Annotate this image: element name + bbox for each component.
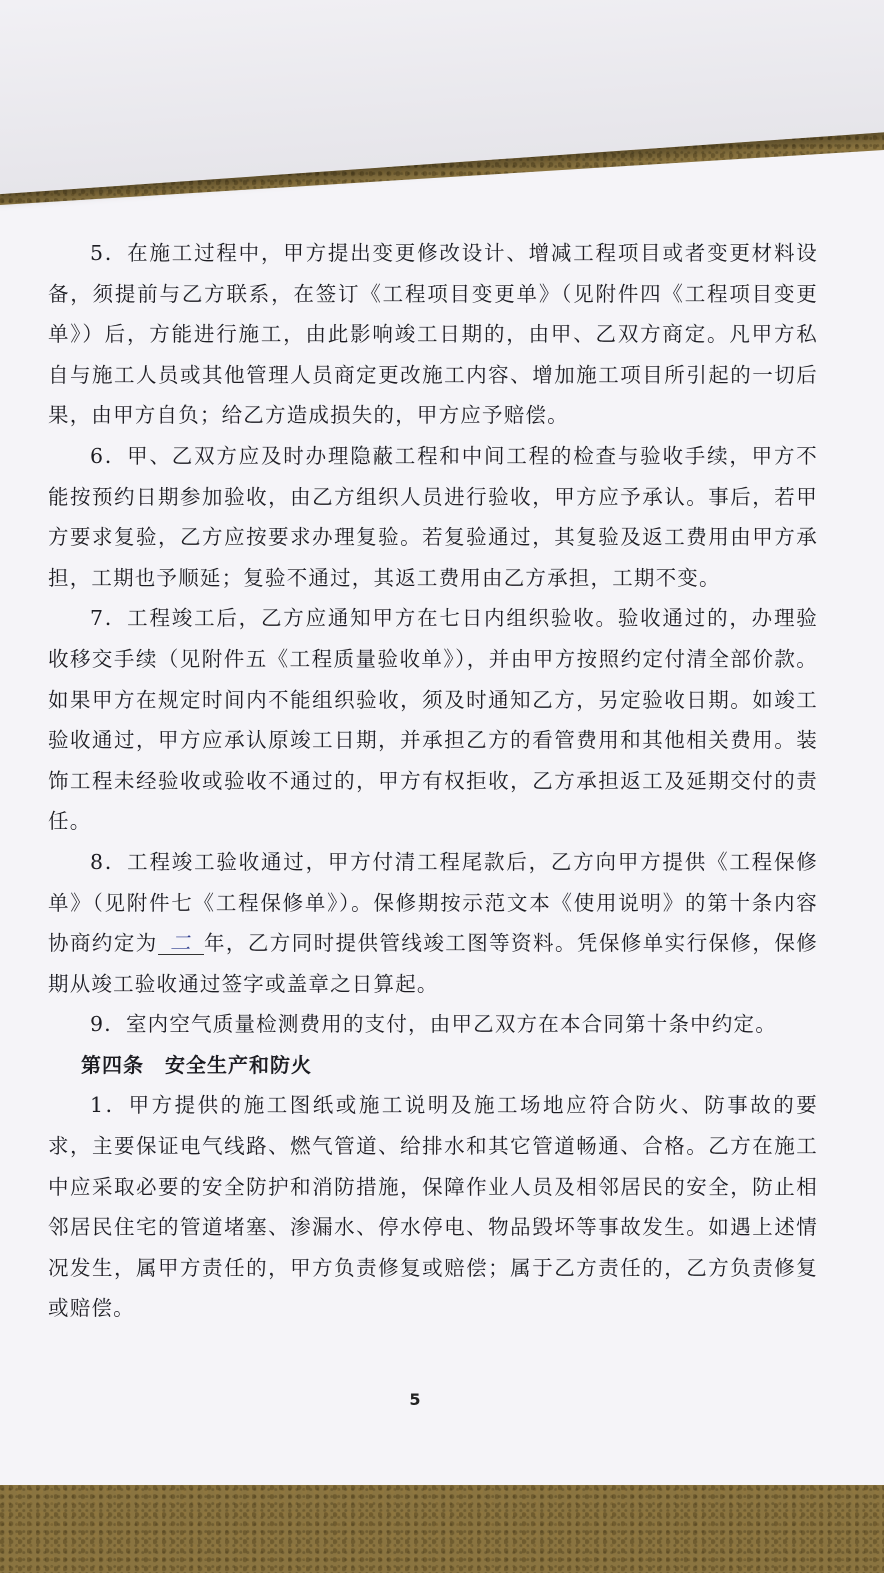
clause-6: 6．甲、乙双方应及时办理隐蔽工程和中间工程的检查与验收手续，甲方不能按预约日期参加验收，由乙方组织人员进行验收，甲方应予承认。事后，若甲方要求复验，乙方应按要求办理复验。若复验通过，其复验及返工费用由甲方承担，工期也予顺延；复验不通过，其返工费用由乙方承担，工期不变。 xyxy=(48,443,818,590)
clause-8-text-after: 年，乙方同时提供管线竣工图等资料。凭保修单实行保修，保修期从竣工验收通过签字或盖章之日算起。 xyxy=(48,931,818,996)
clause-8 xyxy=(48,842,818,1004)
clause-9: 9．室内空气质量检测费用的支付，由甲乙双方在本合同第十条中约定。 xyxy=(90,1012,777,1037)
article-4-heading: 第四条 安全生产和防火 xyxy=(81,1052,312,1077)
clause-5: 5．在施工过程中，甲方提出变更修改设计、增减工程项目或者变更材料设备，须提前与乙方联系，在签订《工程项目变更单》（见附件四《工程项目变更单》）后，方能进行施工，由此影响竣工日期的，由甲、乙双方商定。凡甲方私自与施工人员或其他管理人员商定更改施工内容、增加施工项目所引起的一切后果，由甲方自负；给乙方造成损失的，甲方应予赔偿。 xyxy=(48,241,818,428)
warranty-years-handwritten: 二 xyxy=(158,932,204,955)
clause-7: 7．工程竣工后，乙方应通知甲方在七日内组织验收。验收通过的，办理验收移交手续（见附件五《工程质量验收单》），并由甲方按照约定付清全部价款。如果甲方在规定时间内不能组织验收，须及时通知乙方，另定验收日期。如竣工验收通过，甲方应承认原竣工日期，并承担乙方的看管费用和其他相关费用。装饰工程未经验收或验收不通过的，甲方有权拒收，乙方承担返工及延期交付的责任。 xyxy=(48,606,818,834)
clause-8-text-before: 8．工程竣工验收通过，甲方付清工程尾款后，乙方向甲方提供《工程保修单》（见附件七《工程保修单》）。保修期按示范文本《使用说明》的第十条内容协商约定为 xyxy=(48,849,818,956)
page-number: 5 xyxy=(409,1390,421,1409)
contract-text xyxy=(48,233,818,1329)
article-4-clause-1: 1．甲方提供的施工图纸或施工说明及施工场地应符合防火、防事故的要求，主要保证电气线路、燃气管道、给排水和其它管道畅通、合格。乙方在施工中应采取必要的安全防护和消防措施，保障作业人员及相邻居民的安全，防止相邻居民住宅的管道堵塞、渗漏水、停水停电、物品毁坏等事故发生。如遇上述情况发生，属甲方责任的，甲方负责修复或赔偿；属于乙方责任的，乙方负责修复或赔偿。 xyxy=(48,1093,818,1321)
